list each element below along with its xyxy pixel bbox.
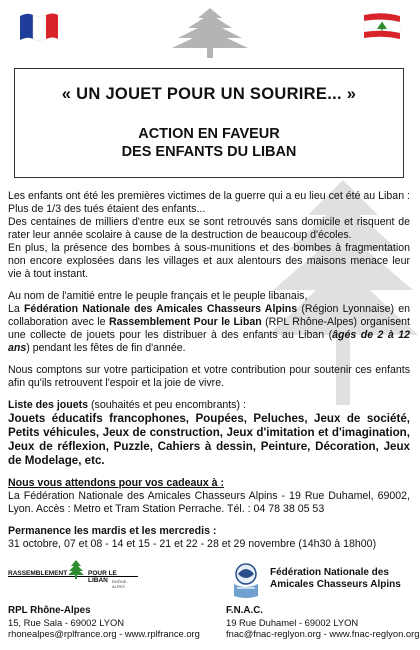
subtitle-line-2: DES ENFANTS DU LIBAN <box>121 144 297 160</box>
rpl-logo-left-text: RASSEMBLEMENT <box>8 570 68 577</box>
friendship-region: (Région Lyonnaise) en collaboration avec le <box>8 303 410 328</box>
french-flag-icon <box>18 12 60 42</box>
friendship-la: La <box>8 303 24 315</box>
rpl-footer-contact[interactable]: rhonealpes@rplfrance.org - www.rplfrance.org <box>8 628 200 639</box>
friendship-end: ) pendant les fêtes de fin d'année. <box>26 342 186 354</box>
fnac-name: Fédération Nationale des Amicales Chasseurs Alpins <box>23 303 298 315</box>
hours-dates: 31 octobre, 07 et 08 - 14 et 15 - 21 et 22 - 28 et 29 novembre (14h30 à 18h00) <box>8 538 377 550</box>
fnac-logo-icon <box>228 560 264 600</box>
appeal-paragraph: Nous comptons sur votre participation et votre contribution pour soutenir ces enfants afin qu'ils retrouvent l'espoir et la joie de vivre. <box>8 364 410 389</box>
rpl-address-block <box>8 605 200 640</box>
intro-sentence-3: En plus, la présence des bombes à sous-munitions et des bombes à fragmentation non encore explosées dans les villages et aux alentours des maisons menace leur vie à tout instant. <box>8 242 410 280</box>
friendship-opening: Au nom de l'amitié entre le peuple français et le peuple libanais, <box>8 290 308 302</box>
dropoff-address: La Fédération Nationale des Amicales Chasseurs Alpins - 19 Rue Duhamel, 69002, Lyon. Accès : Metro et Tram Station Perrache. Tél. : 04 78 38 05 53 <box>8 490 410 515</box>
toys-heading-label: Liste des jouets <box>8 399 89 411</box>
toys-heading-note: (souhaités et peu encombrants) : <box>88 399 246 411</box>
dropoff-heading: Nous vous attendons pour vos cadeaux à : <box>8 477 225 489</box>
fnac-footer-name: F.N.A.C. <box>226 605 264 616</box>
rpl-logo-right-text: POUR LE LIBAN <box>88 570 117 584</box>
rpl-footer-address: 15, Rue Sala - 69002 LYON <box>8 616 125 628</box>
subtitle <box>15 125 403 161</box>
fnac-footer-address: 19 Rue Duhamel - 69002 LYON <box>226 616 359 628</box>
cedar-logo-icon <box>68 560 84 580</box>
toys-list: Jouets éducatifs francophones, Poupées, Peluches, Jeux de société, Petits véhicules, Jeux de construction, Jeux d'imitation et d'imagination, Jeux de réflexion, Puzzle, Cahiers à dessin, Peinture, Décoration, Jeux de Modelage, etc. <box>8 412 410 467</box>
rpl-logo-small-text: RHÔNE-ALPES <box>112 579 128 589</box>
rpl-logo <box>8 560 138 590</box>
age-range: âgés de 2 à 12 ans <box>8 329 410 354</box>
intro-sentence-1: Les enfants ont été les premières victimes de la guerre qui a eu lieu cet été au Liban : Plus de 1/3 des tués étaient des enfants... <box>8 190 410 215</box>
rpl-name: Rassemblement Pour le Liban <box>108 316 262 328</box>
main-title: « UN JOUET POUR UN SOURIRE... » <box>61 85 357 103</box>
fnac-logo-line-2: Amicales Chasseurs Alpins <box>270 579 401 590</box>
toys-heading <box>8 399 410 412</box>
hours-heading: Permanence les mardis et les mercredis : <box>8 525 217 537</box>
fnac-address-block <box>226 605 419 640</box>
fnac-footer-contact[interactable]: fnac@fnac-reglyon.org - www.fnac-reglyon.org <box>226 628 420 639</box>
cedar-tree-icon <box>170 6 250 58</box>
title-box <box>14 68 404 178</box>
subtitle-line-1: ACTION EN FAVEUR <box>138 126 280 142</box>
friendship-paragraph <box>8 290 410 355</box>
flyer-body <box>8 190 410 551</box>
intro-sentence-2: Des centaines de milliers d'entre eux se sont retrouvés sans domicile et risquent de rater leur année scolaire à cause de la destruction de beaucoup d'écoles. <box>8 216 410 241</box>
fnac-logo-line-1: Fédération Nationale des <box>270 567 389 578</box>
fnac-logo-text <box>270 567 401 591</box>
rpl-footer-name: RPL Rhône-Alpes <box>8 605 91 616</box>
intro-paragraph <box>8 190 410 281</box>
lebanese-flag-icon <box>362 12 402 42</box>
friendship-rpl-region: (RPL Rhône-Alpes) organisent une collecte de jouets pour les distribuer à des enfants au Liban ( <box>8 316 410 341</box>
